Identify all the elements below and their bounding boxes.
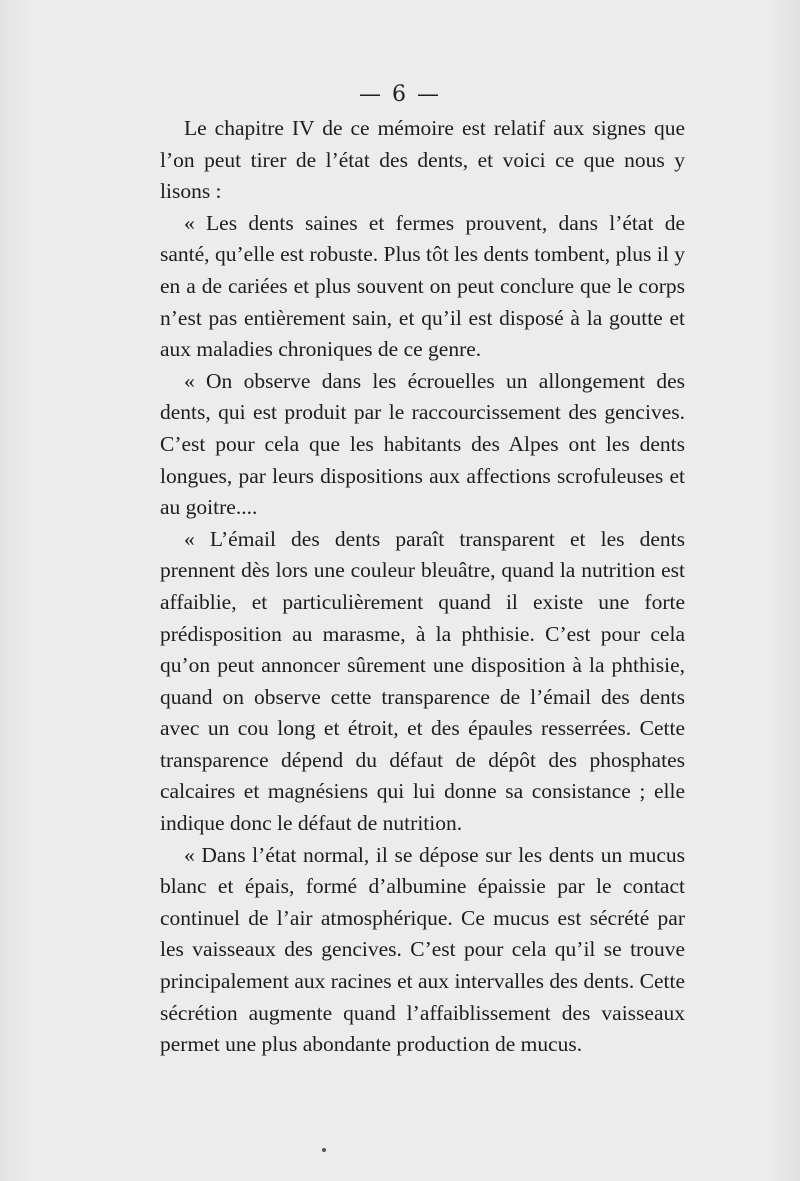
paragraph-5: « Dans l’état normal, il se dépose sur les dents un mucus blanc et épais, formé d’albumine épaissie par le contact continuel de l’air atmosphérique. Ce mucus est sécrété par les vaisseaux des gencives. C’est pour cela qu’il se trouve principalement aux racines et aux intervalles des dents. Cette sécrétion augmente quand l’affaiblissement des vaisseaux permet une plus abondante production de mucus.: [160, 842, 685, 1057]
paragraph-2: « Les dents saines et fermes prouvent, dans l’état de santé, qu’elle est robuste. Plus tôt les dents tombent, plus il y en a de cariées et plus souvent on peut conclure que le corps n’est pas entièrement sain, et qu’il est disposé à la goutte et aux maladies chroniques de ce genre.: [160, 210, 685, 362]
paragraph-3: « On observe dans les écrouelles un allongement des dents, qui est produit par le raccourcissement des gencives. C’est pour cela que les habitants des Alpes ont les dents longues, par leurs dispositions aux affections scrofuleuses et au goitre....: [160, 368, 685, 520]
paragraph-1: Le chapitre IV de ce mémoire est relatif aux signes que l’on peut tirer de l’état des dents, et voici ce que nous y lisons :: [160, 116, 685, 204]
page-number: — 6 —: [359, 82, 441, 107]
body-text: [160, 113, 685, 1061]
ink-speck: [322, 1148, 326, 1152]
paragraph-4: « L’émail des dents paraît transparent et les dents prennent dès lors une couleur bleuâtre, quand la nutrition est affaiblie, et particulièrement quand il existe une forte prédisposition au marasme, à la phthisie. C’est pour cela qu’on peut annoncer sûrement une disposition à la phthisie, quand on observe cette transparence de l’émail des dents avec un cou long et étroit, et des épaules resserrées. Cette transparence dépend du défaut de dépôt des phosphates calcaires et magnésiens qui lui donne sa consistance ; elle indique donc le défaut de nutrition.: [160, 526, 685, 836]
